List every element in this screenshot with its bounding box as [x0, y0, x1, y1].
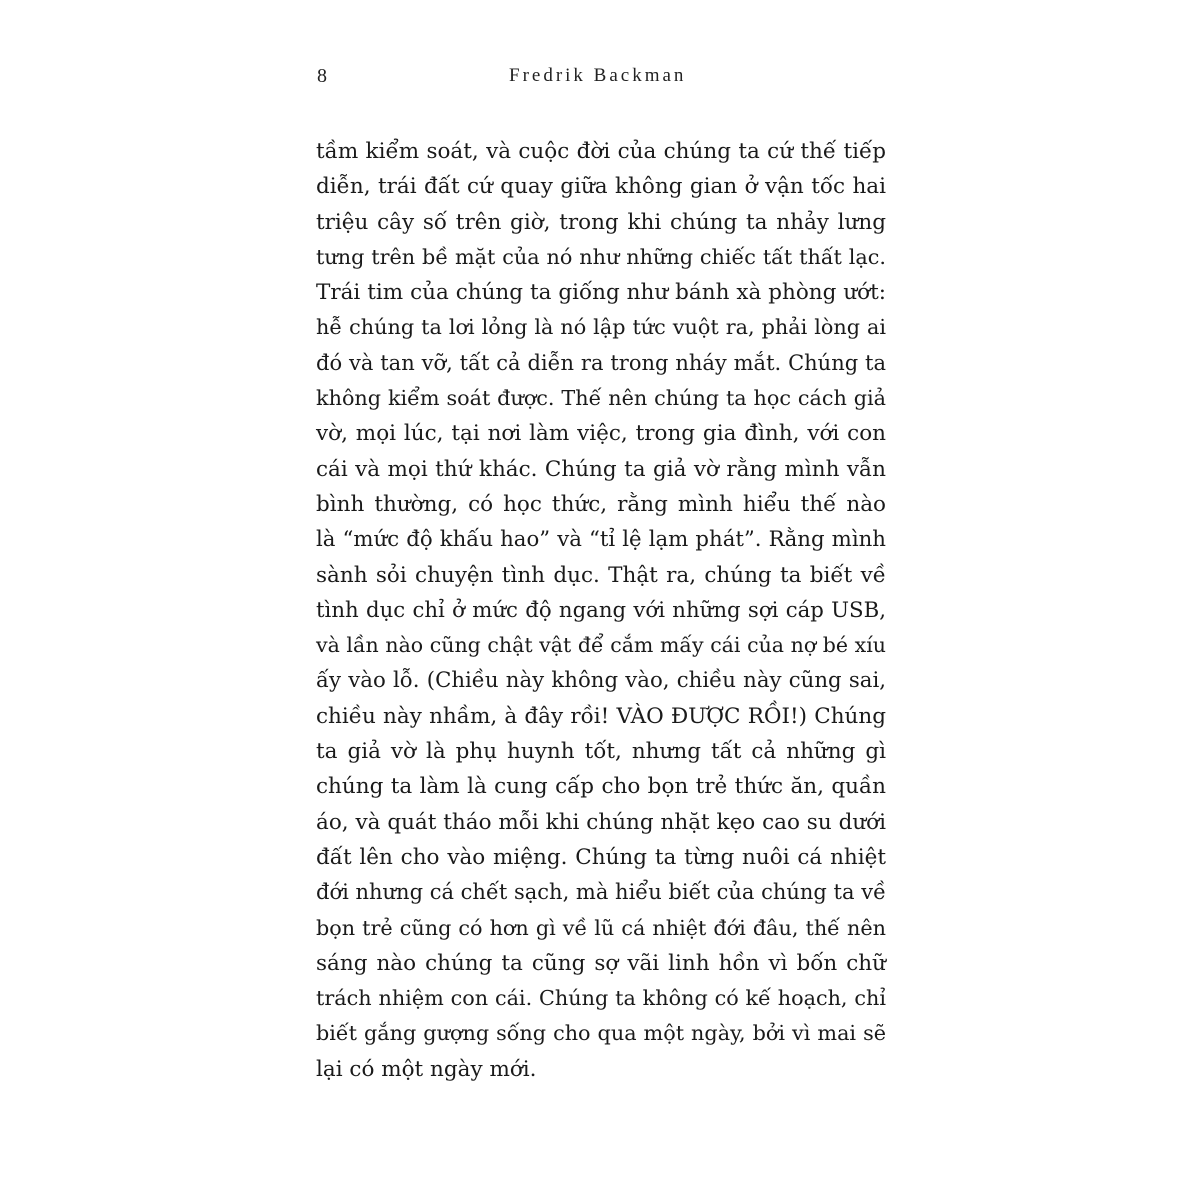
- page-number: 8: [317, 65, 327, 87]
- text-line: hễ chúng ta lơi lỏng là nó lập tức vuột ra, phải lòng ai: [316, 315, 886, 340]
- body-text: [316, 134, 886, 1087]
- text-line: cái và mọi thứ khác. Chúng ta giả vờ rằng mình vẫn: [316, 456, 886, 482]
- text-line: bọn trẻ cũng có hơn gì về lũ cá nhiệt đới đâu, thế nên: [316, 915, 886, 940]
- text-line: diễn, trái đất cứ quay giữa không gian ở vận tốc hai: [316, 174, 886, 200]
- text-line: đó và tan vỡ, tất cả diễn ra trong nháy mắt. Chúng ta: [316, 350, 886, 375]
- text-line: trách nhiệm con cái. Chúng ta không có kế hoạch, chỉ: [316, 986, 886, 1011]
- text-line: ta giả vờ là phụ huynh tốt, nhưng tất cả những gì: [316, 739, 886, 765]
- text-line: áo, và quát tháo mỗi khi chúng nhặt kẹo cao su dưới: [316, 809, 886, 835]
- text-line: không kiểm soát được. Thế nên chúng ta học cách giả: [316, 386, 886, 411]
- text-line: đất lên cho vào miệng. Chúng ta từng nuôi cá nhiệt: [316, 844, 886, 870]
- text-line: triệu cây số trên giờ, trong khi chúng ta nhảy lưng: [316, 209, 886, 235]
- text-line: biết gắng gượng sống cho qua một ngày, bởi vì mai sẽ: [316, 1021, 886, 1046]
- text-line: đới nhưng cá chết sạch, mà hiểu biết của chúng ta về: [316, 880, 886, 905]
- text-line: sáng nào chúng ta cũng sợ vãi linh hồn vì bốn chữ: [316, 950, 886, 976]
- text-line: Trái tim của chúng ta giống như bánh xà phòng ướt:: [316, 280, 886, 306]
- text-line: lại có một ngày mới.: [316, 1056, 537, 1082]
- text-line: ấy vào lỗ. (Chiều này không vào, chiều này cũng sai,: [316, 668, 886, 694]
- text-line: chúng ta làm là cung cấp cho bọn trẻ thức ăn, quần: [316, 774, 886, 800]
- text-line: và lần nào cũng chật vật để cắm mấy cái của nợ bé xíu: [316, 633, 886, 658]
- text-line: sành sỏi chuyện tình dục. Thật ra, chúng ta biết về: [316, 562, 886, 588]
- text-line: bình thường, có học thức, rằng mình hiểu thế nào: [316, 491, 886, 517]
- running-head-author: Fredrik Backman: [509, 65, 687, 86]
- text-line: vờ, mọi lúc, tại nơi làm việc, trong gia đình, với con: [316, 421, 886, 447]
- text-line: tình dục chỉ ở mức độ ngang với những sợi cáp USB,: [316, 597, 886, 623]
- text-line: là “mức độ khấu hao” và “tỉ lệ lạm phát”. Rằng mình: [316, 527, 886, 553]
- text-line: chiều này nhầm, à đây rồi! VÀO ĐƯỢC RỒI!) Chúng: [316, 703, 886, 729]
- text-line: tầm kiểm soát, và cuộc đời của chúng ta cứ thế tiếp: [316, 139, 886, 164]
- text-line: tưng trên bề mặt của nó như những chiếc tất thất lạc.: [316, 244, 886, 269]
